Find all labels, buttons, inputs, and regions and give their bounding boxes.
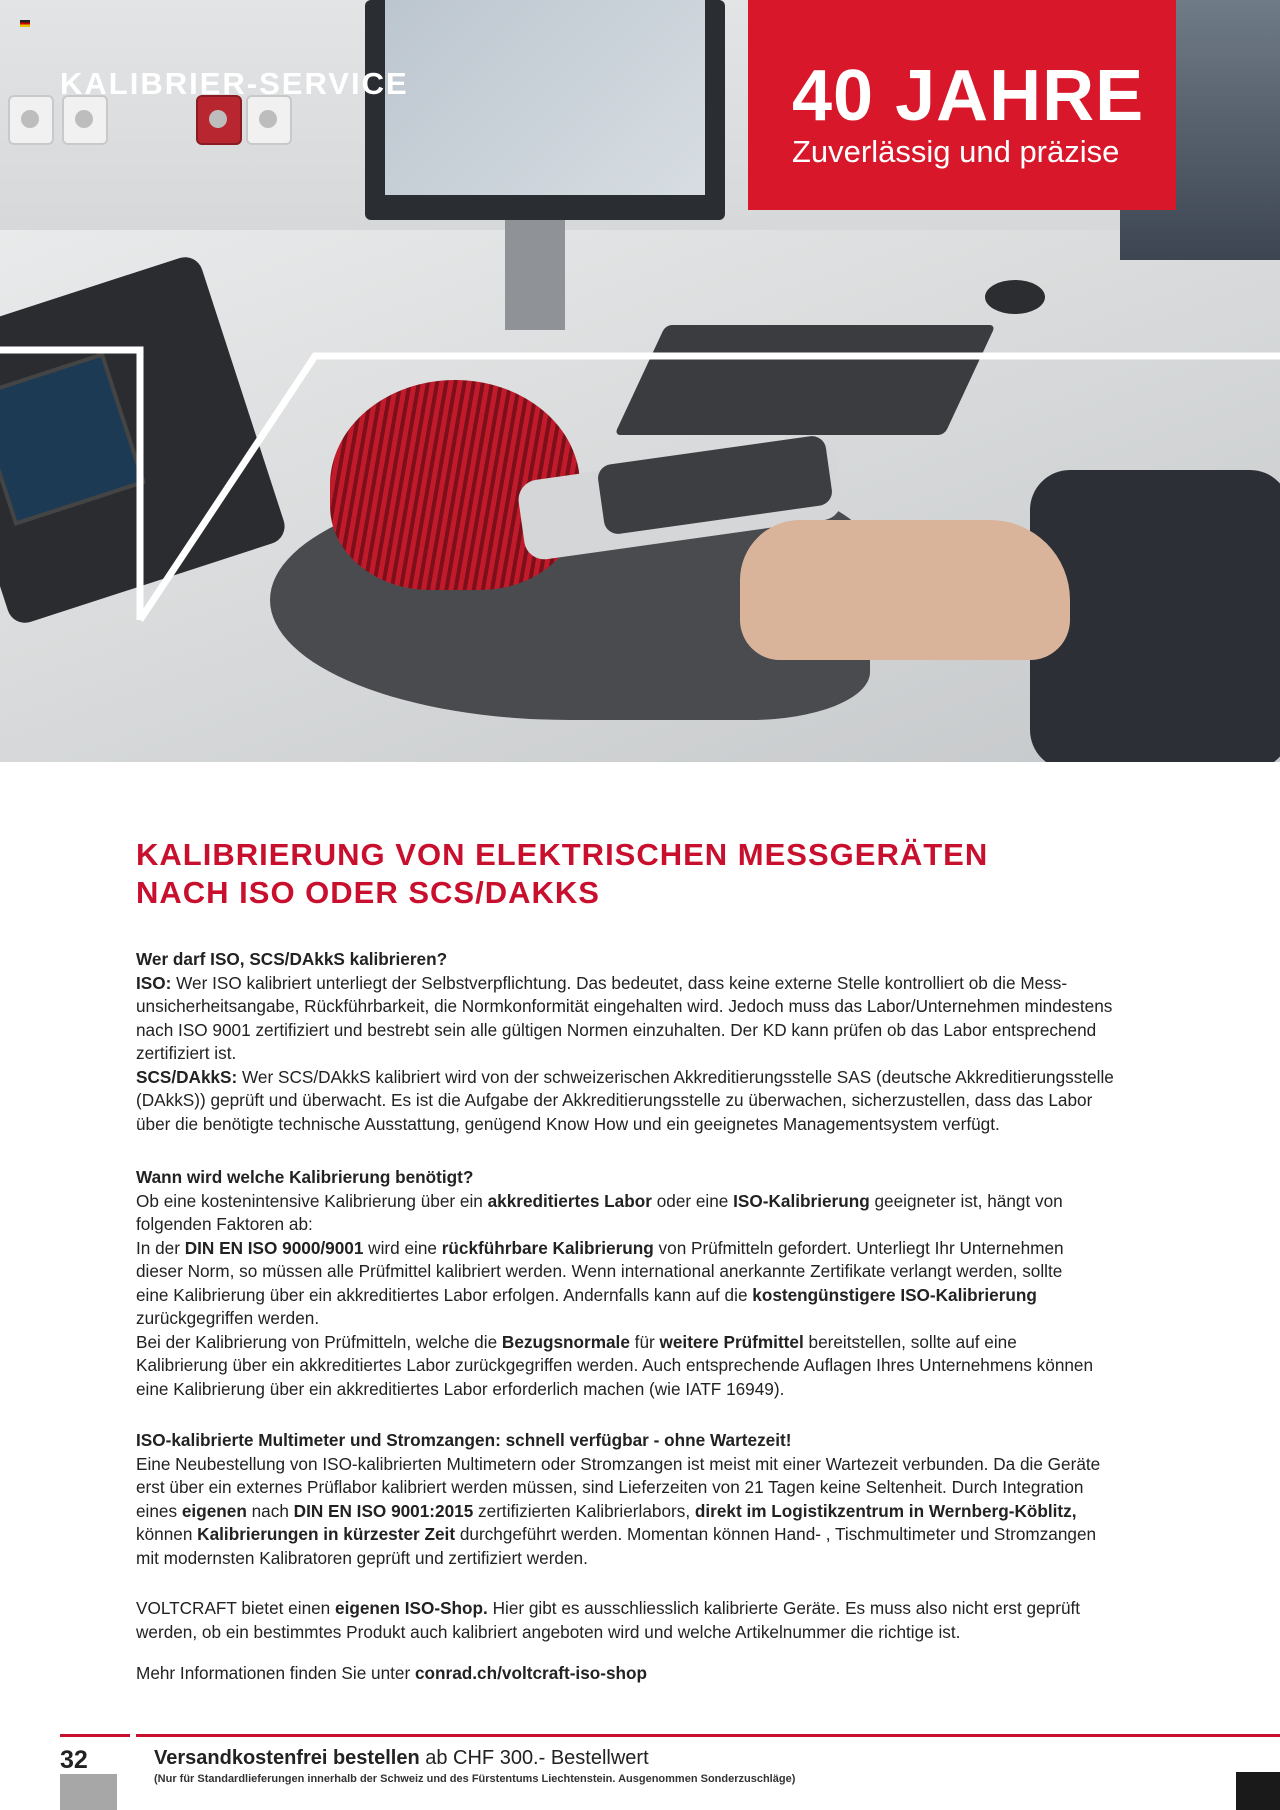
flag-icon (20, 20, 30, 27)
section-who-calibrates (136, 948, 1186, 1136)
body-text: zertifiziert ist. (136, 1043, 237, 1063)
body-text: VOLTCRAFT bietet einen eigenen ISO-Shop. Hier gibt es ausschliesslich kalibrierte Geräte. Es muss also nicht erst geprüft (136, 1598, 1081, 1618)
body-text: In der DIN EN ISO 9000/9001 wird eine rückführbare Kalibrierung von Prüfmitteln gefordert. Unterliegt Ihr Unternehmen (136, 1237, 1064, 1258)
body-text: dieser Norm, so müssen alle Prüfmittel kalibriert werden. Wenn international anerkannte Zertifikate verlangt werden, sollte (136, 1261, 1063, 1281)
section-heading: Wann wird welche Kalibrierung benötigt? (136, 1167, 474, 1187)
anniversary-subtitle: Zuverlässig und präzise (792, 134, 1120, 169)
body-text: folgenden Faktoren ab: (136, 1214, 313, 1234)
page-tab-marker (60, 1774, 117, 1810)
body-text: Bei der Kalibrierung von Prüfmitteln, welche die Bezugsnormale für weitere Prüfmittel bereitstellen, sollte auf eine (136, 1331, 1017, 1352)
body-text: Kalibrierung über ein akkreditiertes Labor zurückgegriffen werden. Auch entsprechende Auflagen Ihres Unternehmens können (136, 1355, 1094, 1375)
section-iso-shop (136, 1597, 1186, 1644)
body-text: zurückgegriffen werden. (136, 1308, 320, 1328)
headline-line-1: KALIBRIERUNG VON ELEKTRISCHEN MESSGERÄTEN (136, 837, 989, 872)
body-text: Mehr Informationen finden Sie unter (136, 1663, 415, 1683)
body-text: eines eigenen nach DIN EN ISO 9001:2015 zertifizierten Kalibrierlabors, direkt im Logistikzentrum in Wernberg-Köblitz, (136, 1500, 1077, 1521)
body-text: werden, ob ein bestimmtes Produkt auch kalibriert angeboten wird und welche Artikelnummer die richtige ist. (136, 1621, 961, 1642)
page-headline (136, 836, 1136, 912)
body-text: nach ISO 9001 zertifiziert und bestrebt sein alle gültigen Normen einzuhalten. Der KD kann prüfen ob das Labor entsprechend (136, 1019, 1097, 1040)
body-text: unsicherheitsangabe, Rückführbarkeit, die Normkonformität eingehalten wird. Jedoch muss das Labor/Unternehmen mindestens (136, 996, 1113, 1016)
body-text: können Kalibrierungen in kürzester Zeit durchgeführt werden. Momentan können Hand- , Tischmultimeter und Stromzangen (136, 1524, 1097, 1544)
hero-photo (0, 0, 1280, 762)
body-text: eine Kalibrierung über ein akkreditiertes Labor erfolgen. Andernfalls kann auf die kostengünstigere ISO-Kalibrierung (136, 1284, 1037, 1305)
shipping-info: Versandkostenfrei bestellen ab CHF 300.- Bestellwert (154, 1747, 649, 1769)
body-text: (DAkkS)) geprüft und überwacht. Es ist die Aufgabe der Akkreditierungsstelle zu überwachen, sicherzustellen, dass das Labor (136, 1090, 1093, 1110)
anniversary-title: 40 JAHRE (792, 56, 1145, 136)
footer-divider (136, 1734, 1280, 1737)
body-text: mit modernsten Kalibratoren geprüft und zertifiziert werden. (136, 1547, 588, 1568)
section-heading: ISO-kalibrierte Multimeter und Stromzangen: schnell verfügbar - ohne Wartezeit! (136, 1430, 792, 1450)
scs-label: SCS/DAkkS: (136, 1066, 238, 1087)
section-which-calibration (136, 1166, 1186, 1401)
iso-label: ISO: (136, 972, 172, 993)
body-text: Eine Neubestellung von ISO-kalibrierten Multimetern oder Stromzangen ist meist mit einer Wartezeit verbunden. Da die Geräte (136, 1453, 1101, 1474)
body-text: erst über ein externes Prüflabor kalibriert werden müssen, sind Lieferzeiten von 21 Tagen keine Seltenheit. Durch Integration (136, 1477, 1084, 1497)
section-iso-multimeters (136, 1429, 1186, 1570)
headline-line-2: NACH ISO ODER SCS/DAKKS (136, 875, 600, 910)
section-title: KALIBRIER-SERVICE (60, 66, 409, 101)
body-text: eine Kalibrierung über ein akkreditiertes Labor erforderlich machen (wie IATF 16949). (136, 1378, 785, 1399)
shipping-note: (Nur für Standardlieferungen innerhalb der Schweiz und des Fürstentums Liechtenstein. Ausgenommen Sonderzuschläge) (154, 1773, 796, 1785)
body-text: Wer ISO kalibriert unterliegt der Selbstverpflichtung. Das bedeutet, dass keine externe Stelle kontrolliert ob die Mess- (171, 972, 1068, 993)
body-text: Ob eine kostenintensive Kalibrierung über ein akkreditiertes Labor oder eine ISO-Kalibrierung geeigneter ist, hängt von (136, 1190, 1063, 1211)
section-heading: Wer darf ISO, SCS/DAkkS kalibrieren? (136, 949, 448, 969)
body-text: über die benötigte technische Ausstattung, genügend Know How und ein geeignetes Managementsystem verfügt. (136, 1113, 1000, 1134)
page-number-divider (60, 1734, 130, 1737)
page-number: 32 (60, 1746, 88, 1774)
section-more-info (136, 1662, 1186, 1686)
body-text: Wer SCS/DAkkS kalibriert wird von der schweizerischen Akkreditierungsstelle SAS (deutsche Akkreditierungsstelle (237, 1066, 1114, 1087)
iso-shop-link[interactable]: conrad.ch/voltcraft-iso-shop (414, 1663, 648, 1683)
page-tab-marker-dark (1236, 1772, 1280, 1810)
